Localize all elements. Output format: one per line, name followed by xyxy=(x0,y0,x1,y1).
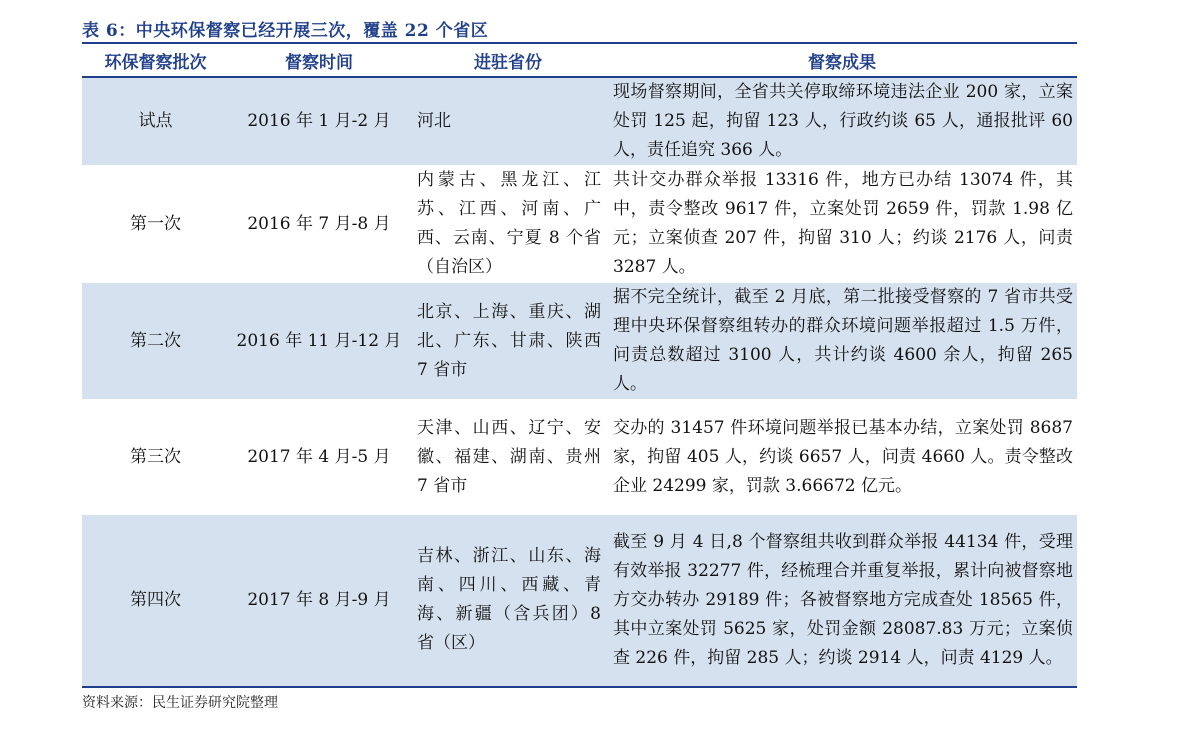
table-row xyxy=(82,166,1077,283)
row-results: 截至 9 月 4 日,8 个督察组共收到群众举报 44134 件，受理有效举报 32277 件，经梳理合并重复举报，累计向被督察地方交办转办 29189 件；各被督察地方完成查处 18565 件，其中立案处罚 5625 家，处罚金额 28087.83 万元；立案侦查 226 件，拘留 285 人；约谈 2914 人，问责 4129 人。 xyxy=(607,515,1077,687)
table-row xyxy=(82,515,1077,687)
table-title: 表 6：中央环保督察已经开展三次，覆盖 22 个省区 xyxy=(82,21,489,41)
row-batch: 第三次 xyxy=(82,400,229,515)
row-batch: 试点 xyxy=(82,77,229,166)
table-row xyxy=(82,283,1077,400)
row-batch: 第四次 xyxy=(82,515,229,687)
source-note: 资料来源：民生证券研究院整理 xyxy=(82,695,278,711)
row-time: 2017 年 4 月-5 月 xyxy=(229,400,409,515)
header-batch: 环保督察批次 xyxy=(82,43,229,77)
row-provinces: 北京、上海、重庆、湖北、广东、甘肃、陕西 7 省市 xyxy=(409,283,607,400)
row-batch: 第一次 xyxy=(82,166,229,283)
table-row xyxy=(82,400,1077,515)
header-provinces: 进驻省份 xyxy=(409,43,607,77)
table-row xyxy=(82,77,1077,166)
row-time: 2017 年 8 月-9 月 xyxy=(229,515,409,687)
row-results: 交办的 31457 件环境问题举报已基本办结，立案处罚 8687 家，拘留 405 人，约谈 6657 人，问责 4660 人。责令整改企业 24299 家，罚款 3.66672 亿元。 xyxy=(607,400,1077,515)
row-results: 现场督察期间，全省共关停取缔环境违法企业 200 家，立案处罚 125 起，拘留 123 人，行政约谈 65 人，通报批评 60 人，责任追究 366 人。 xyxy=(607,77,1077,166)
inspection-table xyxy=(82,42,1077,688)
row-provinces: 内蒙古、黑龙江、江苏、江西、河南、广西、云南、宁夏 8 个省（自治区） xyxy=(409,166,607,283)
row-provinces: 河北 xyxy=(409,77,607,166)
row-provinces: 天津、山西、辽宁、安徽、福建、湖南、贵州 7 省市 xyxy=(409,400,607,515)
table-header-row xyxy=(82,43,1077,77)
row-results: 共计交办群众举报 13316 件，地方已办结 13074 件，其中，责令整改 9617 件，立案处罚 2659 件，罚款 1.98 亿元；立案侦查 207 件，拘留 310 人；约谈 2176 人，问责 3287 人。 xyxy=(607,166,1077,283)
header-time: 督察时间 xyxy=(229,43,409,77)
row-provinces: 吉林、浙江、山东、海南、四川、西藏、青海、新疆（含兵团）8 省（区） xyxy=(409,515,607,687)
row-time: 2016 年 1 月-2 月 xyxy=(229,77,409,166)
row-time: 2016 年 11 月-12 月 xyxy=(229,283,409,400)
header-results: 督察成果 xyxy=(607,43,1077,77)
row-results: 据不完全统计，截至 2 月底，第二批接受督察的 7 省市共受理中央环保督察组转办的群众环境问题举报超过 1.5 万件，问责总数超过 3100 人，共计约谈 4600 余人，拘留 265 人。 xyxy=(607,283,1077,400)
row-batch: 第二次 xyxy=(82,283,229,400)
row-time: 2016 年 7 月-8 月 xyxy=(229,166,409,283)
